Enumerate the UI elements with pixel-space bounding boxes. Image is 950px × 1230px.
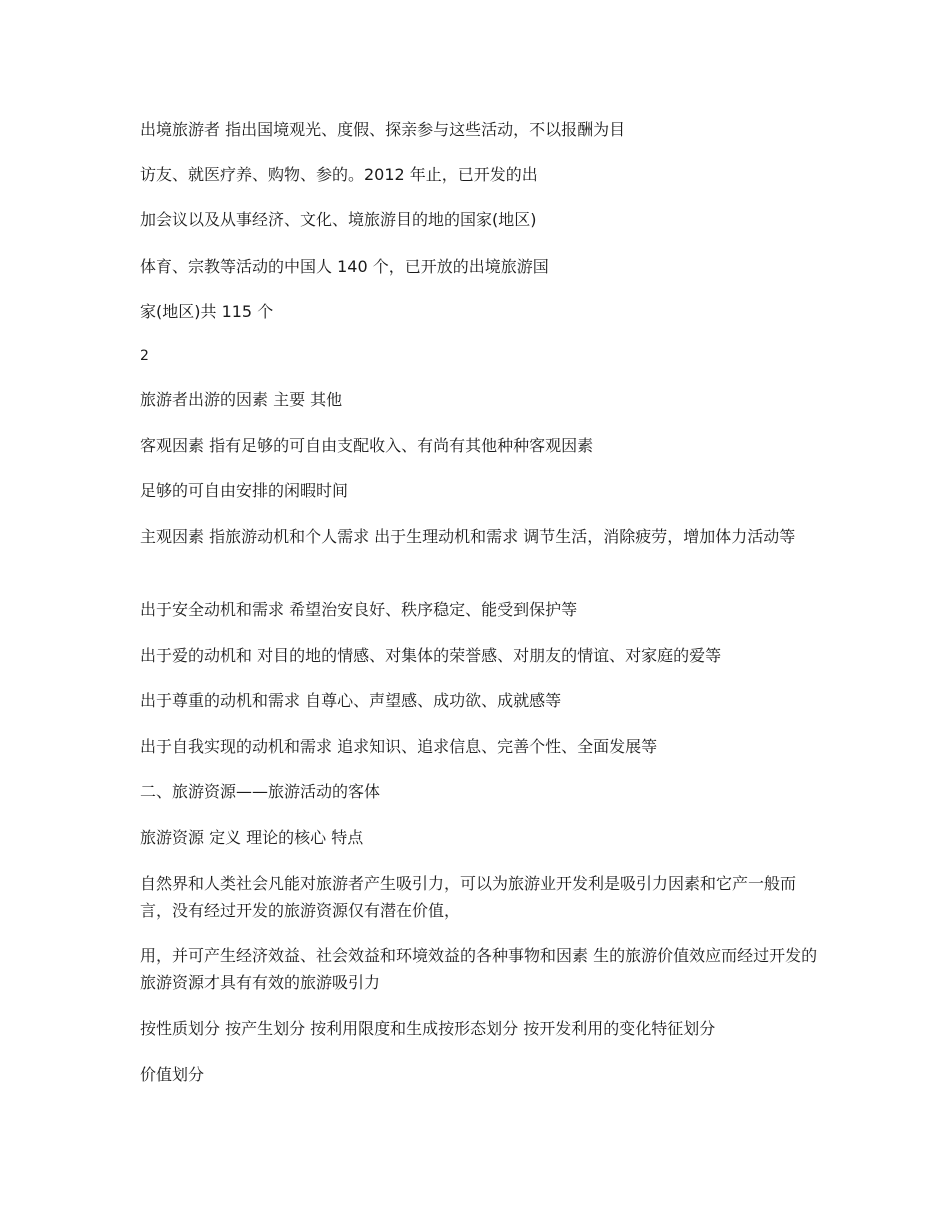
paragraph-4: 体育、宗教等活动的中国人 140 个，已开放的出境旅游国 <box>140 257 549 276</box>
paragraph-14: 出于自我实现的动机和需求 追求知识、追求信息、完善个性、全面发展等 <box>140 737 658 756</box>
paragraph-9: 足够的可自由安排的闲暇时间 <box>140 481 349 500</box>
paragraph-5: 家(地区)共 115 个 <box>140 302 274 321</box>
paragraph-12: 出于爱的动机和 对目的地的情感、对集体的荣誉感、对朋友的情谊、对家庭的爱等 <box>140 646 722 665</box>
paragraph-8: 客观因素 指有足够的可自由支配收入、有尚有其他种种客观因素 <box>140 436 594 455</box>
paragraph-16: 旅游资源 定义 理论的核心 特点 <box>140 828 364 847</box>
paragraph-11: 出于安全动机和需求 希望治安良好、秩序稳定、能受到保护等 <box>140 600 578 619</box>
section-heading: 二、旅游资源——旅游活动的客体 <box>140 782 381 801</box>
paragraph-19: 按性质划分 按产生划分 按利用限度和生成按形态划分 按开发利用的变化特征划分 <box>140 1019 716 1038</box>
paragraph-7: 旅游者出游的因素 主要 其他 <box>140 390 343 409</box>
page-number: 2 <box>140 348 149 364</box>
paragraph-13: 出于尊重的动机和需求 自尊心、声望感、成功欲、成就感等 <box>140 691 562 710</box>
paragraph-10: 主观因素 指旅游动机和个人需求 出于生理动机和需求 调节生活，消除疲劳，增加体力活动等 <box>140 527 796 546</box>
paragraph-3: 加会议以及从事经济、文化、境旅游目的地的国家(地区) <box>140 210 537 229</box>
paragraph-18: 用，并可产生经济效益、社会效益和环境效益的各种事物和因素 生的旅游价值效应而经过开发的旅游资源才具有有效的旅游吸引力 <box>140 946 818 992</box>
paragraph-1: 出境旅游者 指出国境观光、度假、探亲参与这些活动，不以报酬为目 <box>140 120 626 139</box>
paragraph-20: 价值划分 <box>140 1065 205 1084</box>
paragraph-2: 访友、就医疗养、购物、参的。2012 年止，已开发的出 <box>140 165 538 184</box>
paragraph-17: 自然界和人类社会凡能对旅游者产生吸引力，可以为旅游业开发利是吸引力因素和它产一般而言，没有经过开发的旅游资源仅有潜在价值， <box>140 874 797 920</box>
